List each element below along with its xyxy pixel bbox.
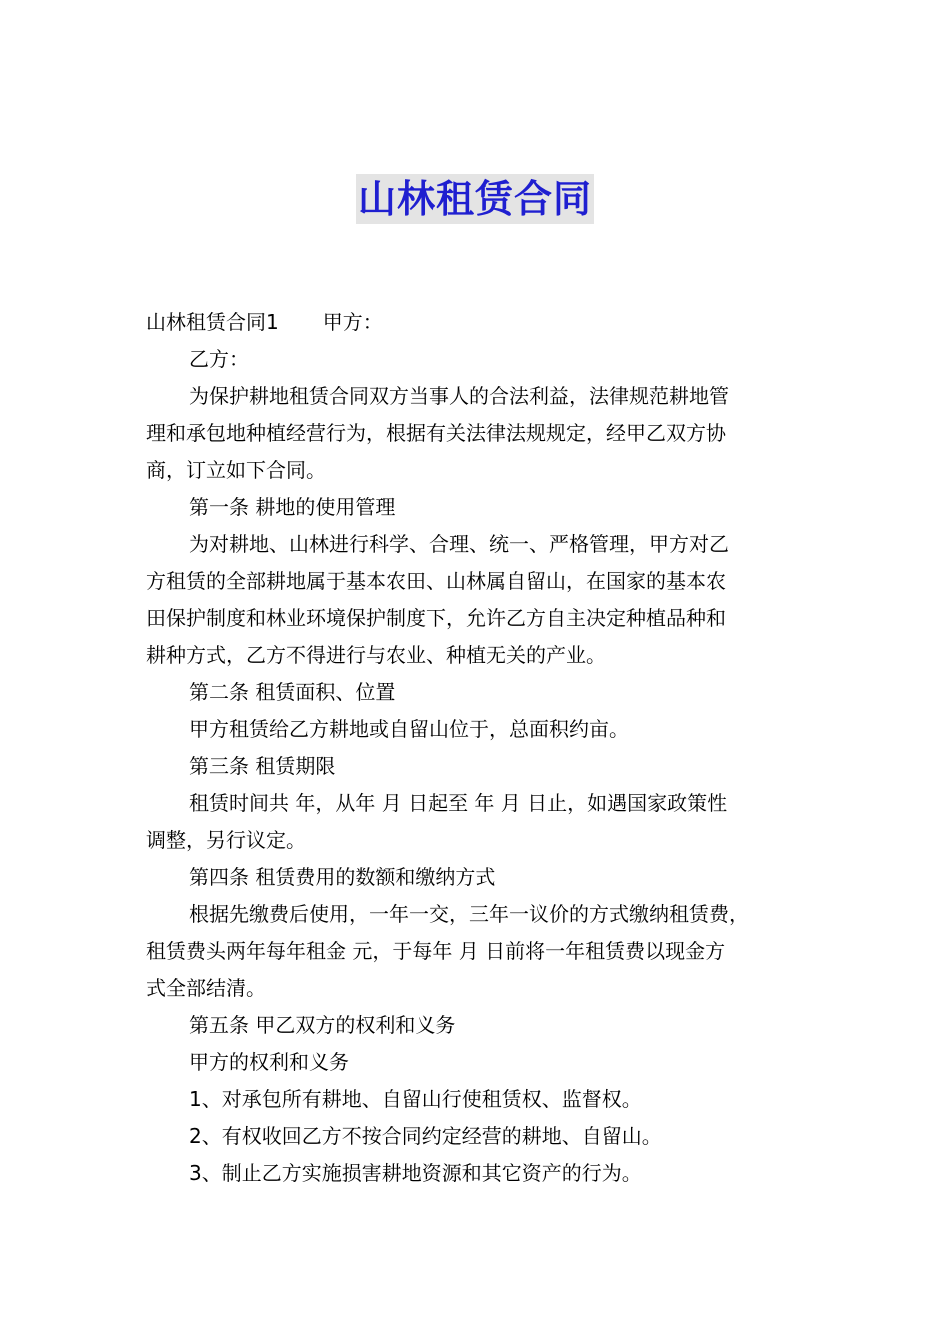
paragraph-line: 调整，另行议定。 bbox=[146, 828, 306, 852]
paragraph-line: 第一条 耕地的使用管理 bbox=[189, 495, 396, 519]
paragraph-line: 田保护制度和林业环境保护制度下，允许乙方自主决定种植品种和 bbox=[146, 606, 726, 630]
paragraph-line: 方租赁的全部耕地属于基本农田、山林属自留山，在国家的基本农 bbox=[146, 569, 726, 593]
document-body bbox=[146, 304, 810, 1192]
party-a-label: 甲方： bbox=[322, 310, 383, 334]
paragraph-line: 第二条 租赁面积、位置 bbox=[189, 680, 396, 704]
paragraph-line: 2、有权收回乙方不按合同约定经营的耕地、自留山。 bbox=[189, 1124, 662, 1148]
paragraph-line: 甲方的权利和义务 bbox=[189, 1050, 349, 1074]
paragraph-line: 为对耕地、山林进行科学、合理、统一、严格管理，甲方对乙 bbox=[189, 532, 729, 556]
paragraph-line: 乙方： bbox=[189, 347, 249, 371]
contract-label: 山林租赁合同1 bbox=[146, 310, 279, 334]
paragraph-line: 理和承包地种植经营行为，根据有关法律法规规定，经甲乙双方协 bbox=[146, 421, 726, 445]
paragraph-line: 第五条 甲乙双方的权利和义务 bbox=[189, 1013, 456, 1037]
document-title: 山林租赁合同 bbox=[356, 174, 594, 224]
paragraph-line: 商，订立如下合同。 bbox=[146, 458, 326, 482]
paragraph-line: 3、制止乙方实施损害耕地资源和其它资产的行为。 bbox=[189, 1161, 642, 1185]
paragraph-line: 为保护耕地租赁合同双方当事人的合法利益，法律规范耕地管 bbox=[189, 384, 729, 408]
paragraph-line: 租赁费头两年每年租金 元，于每年 月 日前将一年租赁费以现金方 bbox=[146, 939, 726, 963]
first-line bbox=[146, 304, 810, 341]
paragraph-line: 第四条 租赁费用的数额和缴纳方式 bbox=[189, 865, 496, 889]
paragraph-line: 式全部结清。 bbox=[146, 976, 266, 1000]
paragraph-line: 1、对承包所有耕地、自留山行使租赁权、监督权。 bbox=[189, 1087, 642, 1111]
paragraph-line: 耕种方式，乙方不得进行与农业、种植无关的产业。 bbox=[146, 643, 606, 667]
title-container bbox=[0, 174, 950, 224]
paragraph-line: 第三条 租赁期限 bbox=[189, 754, 336, 778]
paragraph-line: 甲方租赁给乙方耕地或自留山位于，总面积约亩。 bbox=[189, 717, 629, 741]
paragraph-line: 租赁时间共 年，从年 月 日起至 年 月 日止，如遇国家政策性 bbox=[189, 791, 728, 815]
paragraph-line: 根据先缴费后使用，一年一交，三年一议价的方式缴纳租赁费， bbox=[189, 902, 749, 926]
